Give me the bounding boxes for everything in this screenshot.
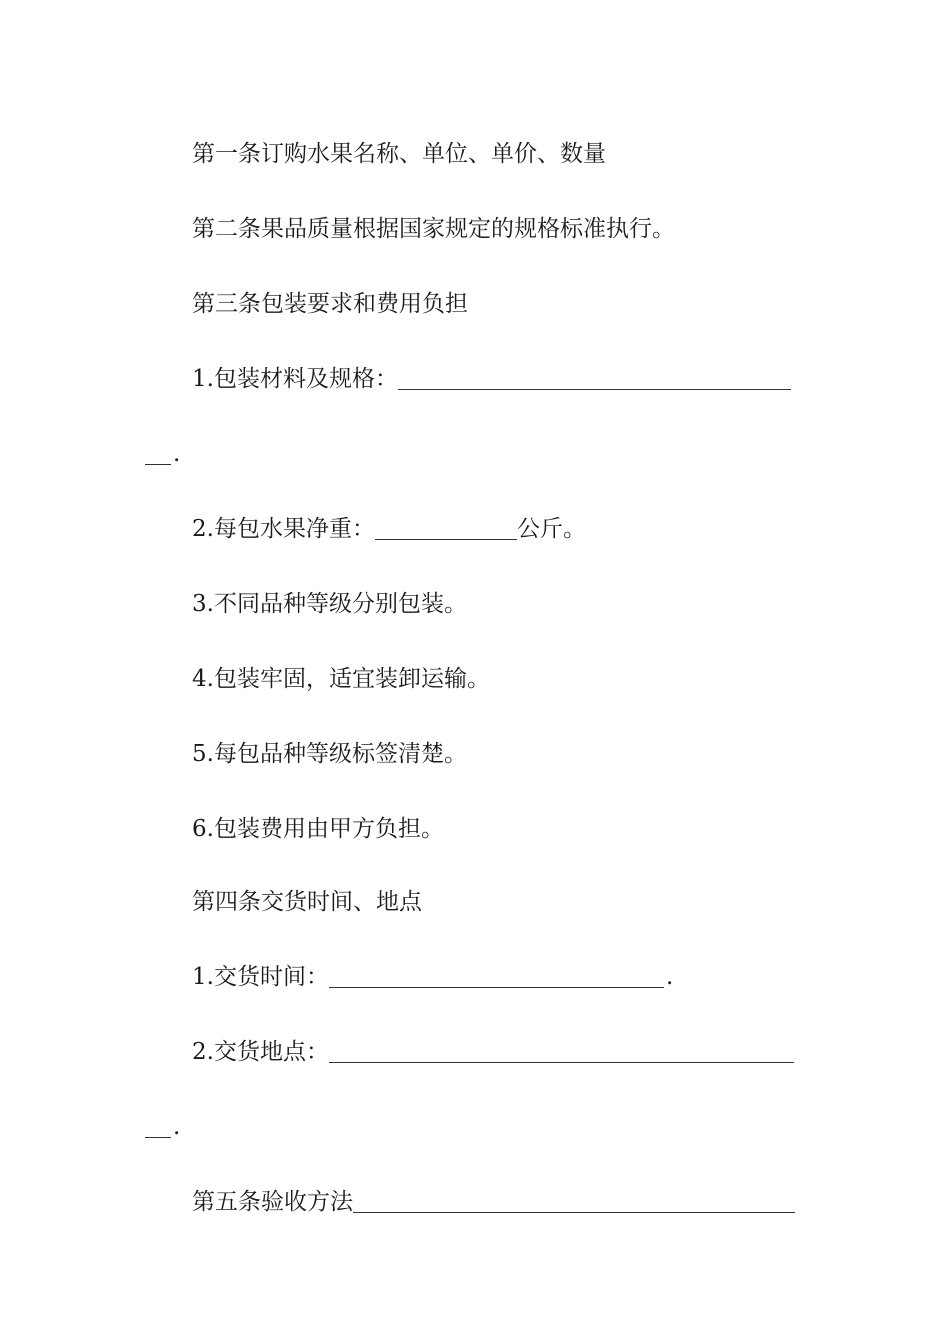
delivery-place-label: 2.交货地点：	[192, 1039, 329, 1065]
period: .	[173, 1114, 181, 1140]
period: .	[173, 441, 181, 467]
clause-4-item-2-continuation	[145, 1105, 180, 1141]
clause-3-item-5	[192, 732, 467, 768]
delivery-time-blank[interactable]	[329, 965, 664, 988]
period: .	[665, 964, 674, 990]
clause-3-item-3-text: 3.不同品种等级分别包装。	[192, 591, 467, 617]
delivery-time-label: 1.交货时间：	[192, 964, 329, 990]
clause-1	[192, 132, 606, 168]
clause-4-item-1	[192, 955, 673, 991]
net-weight-unit: 公斤。	[516, 516, 586, 542]
clause-3	[192, 282, 468, 318]
delivery-place-blank[interactable]	[329, 1040, 794, 1063]
clause-3-item-2	[192, 507, 586, 543]
clause-1-text: 第一条订购水果名称、单位、单价、数量	[192, 141, 606, 167]
clause-3-item-6-text: 6.包装费用由甲方负担。	[192, 816, 444, 842]
net-weight-blank[interactable]	[375, 517, 517, 540]
clause-3-item-3	[192, 582, 467, 618]
clause-3-item-1-continuation	[145, 432, 180, 468]
clause-3-text: 第三条包装要求和费用负担	[192, 291, 468, 317]
clause-4-text: 第四条交货时间、地点	[192, 889, 422, 915]
clause-5-text: 第五条验收方法	[192, 1189, 353, 1215]
clause-3-item-4	[192, 657, 490, 693]
clause-2-text: 第二条果品质量根据国家规定的规格标准执行。	[192, 216, 675, 242]
clause-3-item-1	[192, 357, 791, 393]
packaging-material-blank[interactable]	[398, 367, 791, 390]
net-weight-label: 2.每包水果净重：	[192, 516, 375, 542]
clause-2	[192, 207, 675, 243]
delivery-place-blank-continued[interactable]	[145, 1115, 171, 1138]
clause-3-item-6	[192, 807, 444, 843]
packaging-material-label: 1.包装材料及规格：	[192, 366, 398, 392]
clause-3-item-4-text: 4.包装牢固，适宜装卸运输。	[192, 666, 490, 692]
clause-4	[192, 880, 422, 916]
clause-4-item-2	[192, 1030, 794, 1066]
clause-3-item-5-text: 5.每包品种等级标签清楚。	[192, 741, 467, 767]
clause-5	[192, 1180, 795, 1216]
inspection-method-blank[interactable]	[353, 1190, 795, 1213]
packaging-material-blank-continued[interactable]	[145, 442, 171, 465]
